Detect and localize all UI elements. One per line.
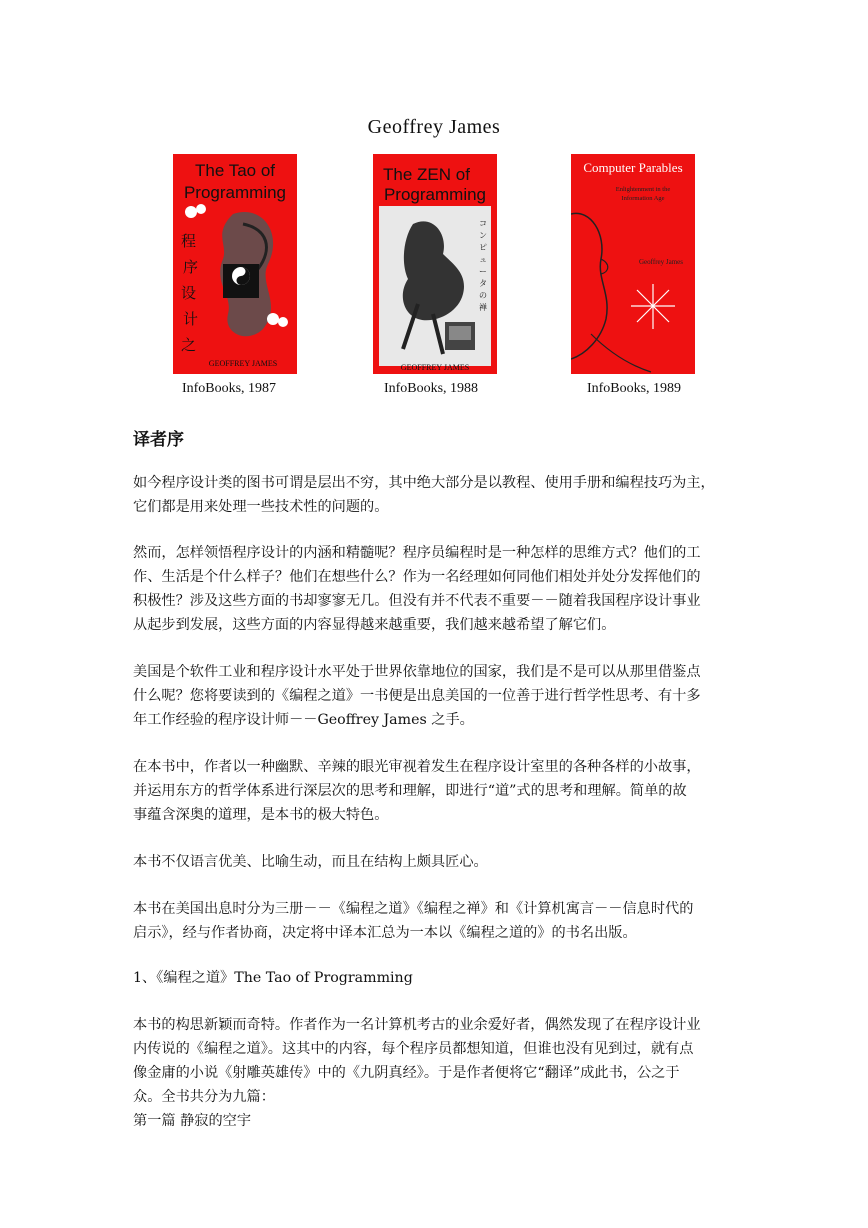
- cover-author: GEOFFREY JAMES: [400, 363, 470, 372]
- book-caption-1: InfoBooks, 1987: [181, 381, 277, 396]
- paragraph-3: [133, 660, 739, 732]
- text-line: 美国是个软件工业和程序设计水平处于世界依靠地位的国家，我们是不是可以从那里借鉴点: [133, 664, 701, 680]
- paragraph-7: [133, 1013, 739, 1133]
- text-line: 作、生活是个什么样子？他们在想些什么？作为一名经理如何同他们相处并处分发挥他们的: [133, 569, 701, 585]
- paragraph-5: [133, 850, 739, 874]
- cover-title-line1: The Tao of: [194, 161, 276, 180]
- text-line: 并运用东方的哲学体系进行深层次的思考和理解，即进行“道”式的思考和理解。简单的故: [133, 783, 687, 799]
- paragraph-6: [133, 897, 739, 945]
- text-line: 什么呢？您将要读到的《编程之道》一书便是出息美国的一位善于进行哲学性思考、有十多: [133, 688, 701, 704]
- cover-subtitle-line1: Enlightenment in the: [615, 186, 671, 193]
- parables-cover-art: [571, 154, 695, 374]
- preface-heading: 译者序: [133, 430, 184, 450]
- paragraph-1: [133, 471, 739, 519]
- text-line: 它们都是用来处理一些技术性的问题的。: [133, 499, 389, 515]
- cover-title-line2: Programming: [383, 185, 487, 204]
- zen-cover-art: [373, 154, 497, 374]
- book-cover-parables: [571, 154, 695, 374]
- book-caption-2: InfoBooks, 1988: [383, 381, 479, 396]
- cover-title: Computer Parables: [583, 160, 683, 175]
- text-line: 年工作经验的程序设计师－－Geoffrey James 之手。: [133, 712, 474, 728]
- section-heading-tao: [133, 966, 739, 990]
- author-title: Geoffrey James: [367, 116, 501, 138]
- text-line: 从起步到发展，这些方面的内容显得越来越重要，我们越来越希望了解它们。: [133, 617, 616, 633]
- paragraph-4: [133, 755, 739, 827]
- tao-cover-art: [173, 154, 297, 374]
- text-line: 然而，怎样领悟程序设计的内涵和精髓呢？程序员编程时是一种怎样的思维方式？他们的工: [133, 545, 701, 561]
- text-line: 如今程序设计类的图书可谓是层出不穷，其中绝大部分是以教程、使用手册和编程技巧为主，: [133, 475, 715, 491]
- text-line: 启示》，经与作者协商，决定将中译本汇总为一本以《编程之道的》的书名出版。: [133, 925, 637, 941]
- cover-title-line2: Programming: [183, 183, 287, 202]
- book-caption-3: InfoBooks, 1989: [586, 381, 682, 396]
- book-cover-zen: [373, 154, 497, 374]
- text-line: 内传说的《编程之道》。这其中的内容，每个程序员都想知道，但谁也没有见到过，就有点: [133, 1041, 694, 1057]
- text-line: 众。全书共分为九篇：: [133, 1089, 275, 1105]
- cover-vertical-text: コンピュータの禅: [479, 219, 487, 312]
- cover-vertical-text: 程序设计之: [181, 232, 199, 354]
- book-cover-tao: [173, 154, 297, 374]
- cover-title-line1: The ZEN of: [383, 165, 470, 184]
- text-line: 积极性？涉及这些方面的书却寥寥无几。但没有并不代表不重要－－随着我国程序设计事业: [133, 593, 701, 609]
- text-line: 第一篇 静寂的空宇: [133, 1113, 252, 1129]
- text-line: 在本书中，作者以一种幽默、辛辣的眼光审视着发生在程序设计室里的各种各样的小故事，: [133, 759, 701, 775]
- text-line: 本书不仅语言优美、比喻生动，而且在结构上颇具匠心。: [133, 854, 488, 870]
- cover-author: Geoffrey James: [639, 258, 683, 266]
- text-line: 像金庸的小说《射雕英雄传》中的《九阴真经》。于是作者便将它“翻译”成此书，公之于: [133, 1065, 680, 1081]
- paragraph-2: [133, 541, 739, 637]
- text-line: 事蕴含深奥的道理，是本书的极大特色。: [133, 807, 389, 823]
- text-line: 本书的构思新颖而奇特。作者作为一名计算机考古的业余爱好者，偶然发现了在程序设计业: [133, 1017, 701, 1033]
- text-line: 1、《编程之道》The Tao of Programming: [133, 970, 413, 986]
- text-line: 本书在美国出息时分为三册－－《编程之道》《编程之禅》和《计算机寓言－－信息时代的: [133, 901, 694, 917]
- cover-author: GEOFFREY JAMES: [208, 359, 278, 368]
- cover-subtitle-line2: Information Age: [621, 195, 665, 202]
